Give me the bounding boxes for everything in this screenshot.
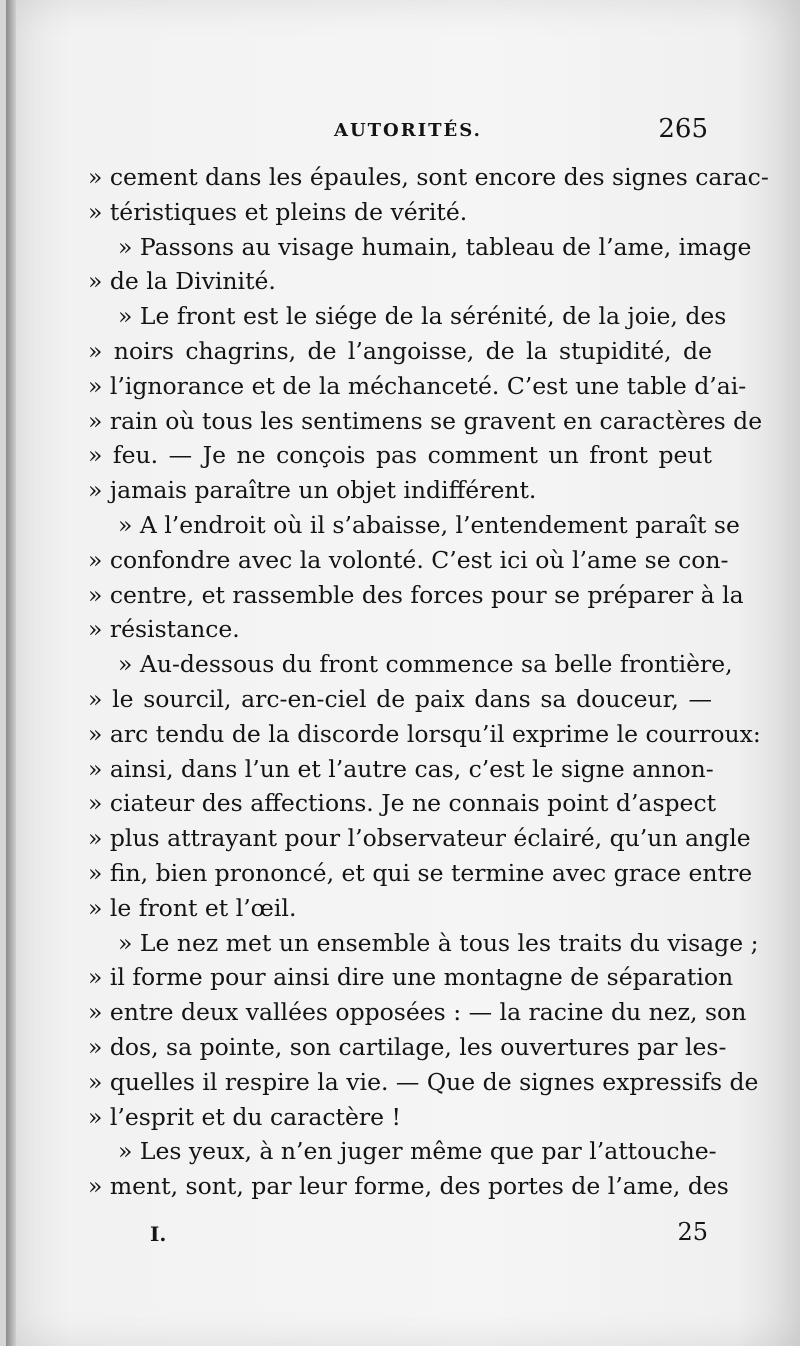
- text-line: » le front et l’œil.: [88, 893, 297, 922]
- text-line: » téristiques et pleins de vérité.: [88, 197, 468, 226]
- text-line: » dos, sa pointe, son cartilage, les ouvertures par les-: [88, 1032, 727, 1061]
- text-line: » jamais paraître un objet indifférent.: [88, 476, 537, 505]
- text-line: » résistance.: [88, 615, 240, 644]
- text-line: » cement dans les épaules, sont encore des signes carac-: [88, 163, 769, 191]
- text-line: » centre, et rassemble des forces pour se préparer à la: [88, 580, 744, 609]
- text-line: » l’ignorance et de la méchanceté. C’est une table d’ai-: [88, 371, 747, 400]
- page-body: [88, 160, 769, 1204]
- text-line: » il forme pour ainsi dire une montagne de séparation: [88, 963, 734, 992]
- text-line: » ciateur des affections. Je ne connais point d’aspect: [88, 789, 717, 818]
- text-line: » rain où tous les sentimens se gravent en caractères de: [88, 406, 763, 435]
- text-line: » ment, sont, par leur forme, des portes de l’ame, des: [88, 1172, 729, 1201]
- page-footer: [92, 1218, 708, 1258]
- text-line: » le sourcil, arc-en-ciel de paix dans sa douceur, —: [88, 684, 712, 713]
- text-line: » Les yeux, à n’en juger même que par l’attouche-: [118, 1137, 717, 1166]
- text-line: » feu. — Je ne conçois pas comment un front peut: [88, 441, 712, 470]
- page-number: 265: [658, 114, 708, 144]
- text-line: » Passons au visage humain, tableau de l’ame, image: [118, 232, 752, 261]
- text-line: » arc tendu de la discorde lorsqu’il exprime le courroux:: [88, 719, 761, 748]
- text-line: » entre deux vallées opposées : — la racine du nez, son: [88, 998, 747, 1027]
- text-line: » A l’endroit où il s’abaisse, l’entendement paraît se: [118, 510, 740, 539]
- text-line: » ainsi, dans l’un et l’autre cas, c’est le signe annon-: [88, 754, 714, 783]
- text-line: » l’esprit et du caractère !: [88, 1102, 401, 1131]
- text-line: » noirs chagrins, de l’angoisse, de la stupidité, de: [88, 336, 712, 365]
- text-line: » confondre avec la volonté. C’est ici où l’ame se con-: [88, 545, 729, 574]
- text-line: » de la Divinité.: [88, 267, 276, 296]
- text-line: » quelles il respire la vie. — Que de signes expressifs de: [88, 1067, 759, 1096]
- signature-number: 25: [677, 1218, 708, 1246]
- page-spine-shadow: [6, 0, 16, 1346]
- signature-mark: I.: [150, 1222, 167, 1246]
- text-line: » fin, bien prononcé, et qui se termine avec grace entre: [88, 858, 753, 887]
- text-line: » Le nez met un ensemble à tous les traits du visage ;: [118, 928, 759, 957]
- text-line: » plus attrayant pour l’observateur éclairé, qu’un angle: [88, 824, 751, 853]
- running-head: AUTORITÉS.: [334, 120, 482, 141]
- text-line: » Le front est le siége de la sérénité, de la joie, des: [118, 302, 727, 331]
- page-header: [92, 114, 708, 154]
- text-line: » Au-dessous du front commence sa belle frontière,: [118, 650, 733, 679]
